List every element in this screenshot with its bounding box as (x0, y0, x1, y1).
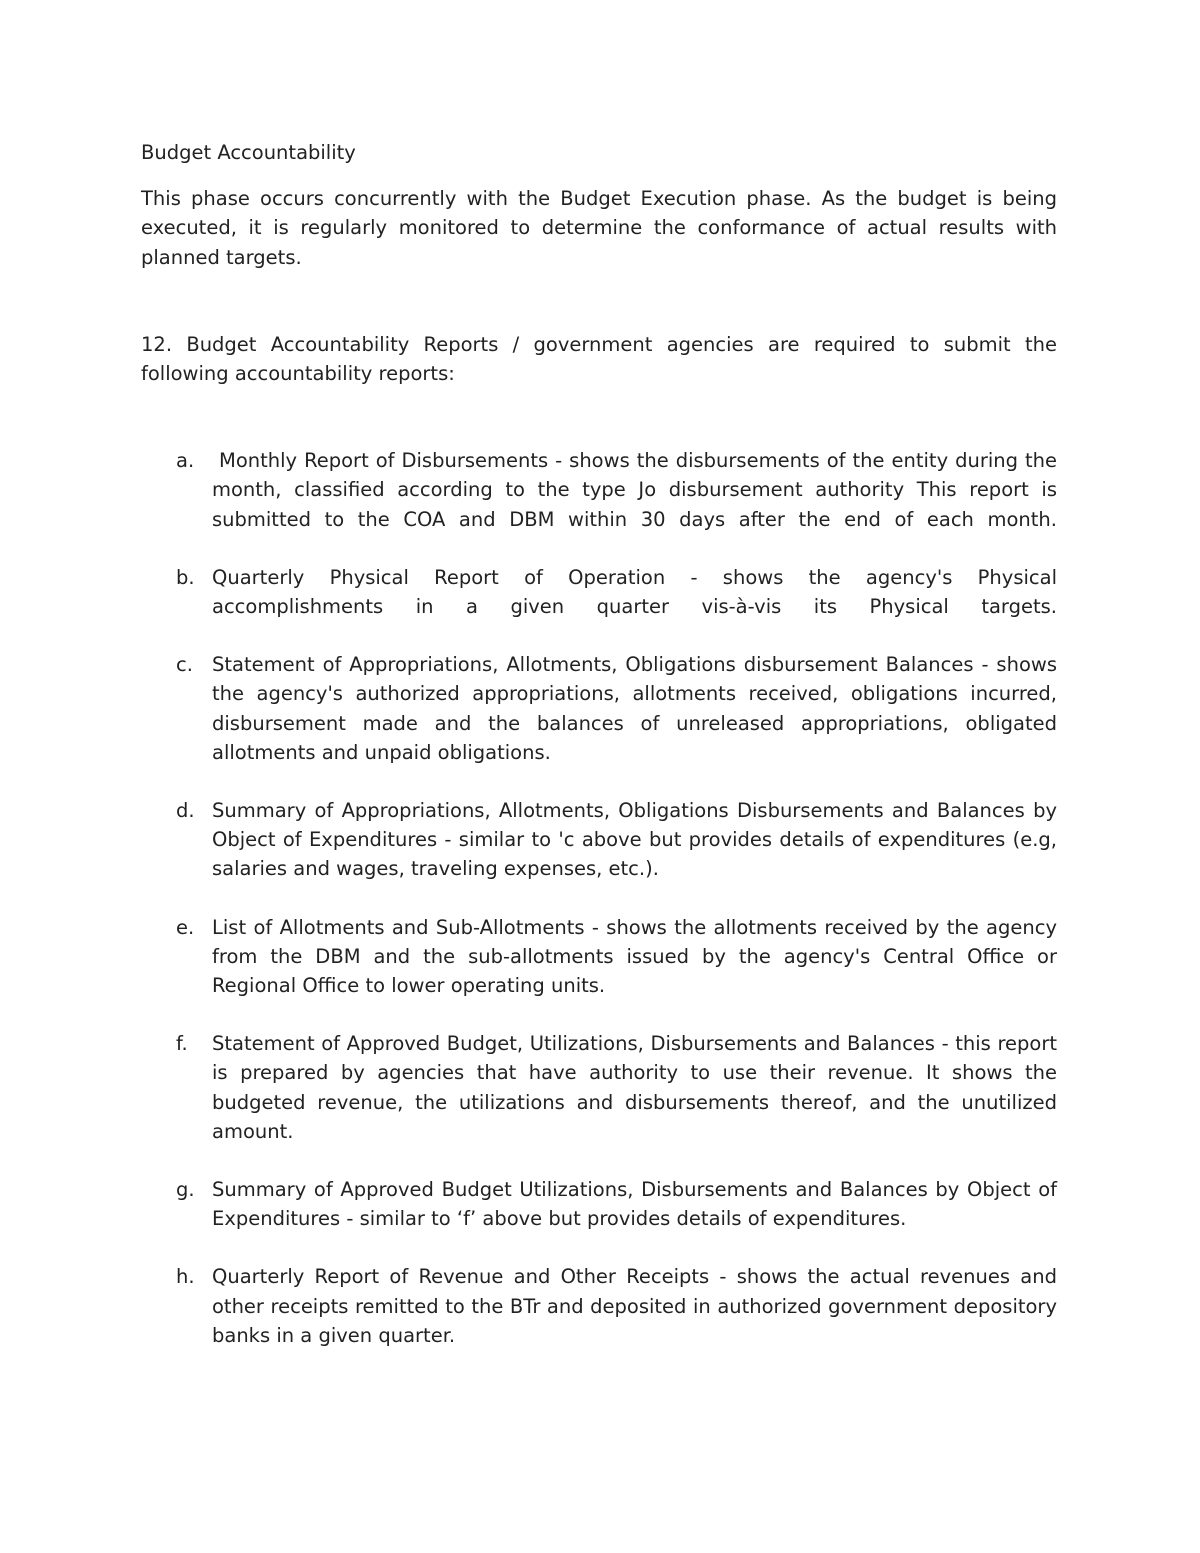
list-item (141, 446, 1064, 534)
list-item-text: Quarterly Report of Revenue and Other Receipts - shows the actual revenues and other receipts remitted to the BTr and deposited in authorized government depository banks in a given quarter. (212, 1265, 1057, 1347)
list-item-text: Summary of Approved Budget Utilizations, Disbursements and Balances by Object of Expenditures - similar to ‘f’ above but provides details of expenditures. (212, 1178, 1057, 1231)
section-paragraph: 12. Budget Accountability Reports / government agencies are required to submit the following accountability reports: (141, 332, 1057, 386)
list-item-text: Statement of Appropriations, Allotments, Obligations disbursement Balances - shows the agency's authorized appropriations, allotments received, obligations incurred, disbursement made and the balances of unreleased appropriations, obligated allotments and unpaid obligations. (212, 653, 1057, 764)
list-marker: f. (176, 1032, 188, 1056)
list-marker: b. (176, 565, 195, 589)
list-marker: h. (176, 1265, 195, 1289)
list-item-text: Quarterly Physical Report of Operation - shows the agency's Physical accomplishments in a given quarter vis-à-vis its Physical targets. (212, 565, 1057, 619)
list-item-text: Summary of Appropriations, Allotments, Obligations Disbursements and Balances by Object of Expenditures - similar to 'c above but provides details of expenditures (e.g, salaries and wages, traveling expenses, etc.). (212, 799, 1057, 881)
list-item-text: Statement of Approved Budget, Utilizations, Disbursements and Balances - this report is prepared by agencies that have authority to use their revenue. It shows the budgeted revenue, the utilizations and disbursements thereof, and the unutilized amount. (212, 1032, 1057, 1143)
list-marker: a. (176, 449, 195, 473)
list-marker: d. (176, 799, 195, 823)
document-page (141, 138, 1064, 1379)
intro-paragraph: This phase occurs concurrently with the Budget Execution phase. As the budget is being executed, it is regularly monitored to determine the conformance of actual results with planned targets. (141, 187, 1057, 269)
list-item (141, 1175, 1057, 1233)
list-item (141, 913, 1057, 1001)
list-item-text: List of Allotments and Sub-Allotments - shows the allotments received by the agency from the DBM and the sub-allotments issued by the agency's Central Office or Regional Office to lower operating units. (212, 915, 1057, 998)
list-item (141, 796, 1057, 884)
report-list (141, 446, 1064, 1350)
list-marker: c. (176, 653, 193, 677)
list-item (141, 650, 1057, 767)
list-marker: e. (176, 915, 195, 939)
list-item (141, 1262, 1057, 1350)
list-marker: g. (176, 1178, 195, 1202)
list-item (141, 1029, 1057, 1146)
list-item-text: Monthly Report of Disbursements - shows the disbursements of the entity during the month, classified according to the type Jo disbursement authority This report is submitted to the COA and DBM within 30 days after the end of each month. (212, 449, 1064, 531)
page-title: Budget Accountability (141, 141, 356, 164)
list-item (141, 563, 1057, 621)
